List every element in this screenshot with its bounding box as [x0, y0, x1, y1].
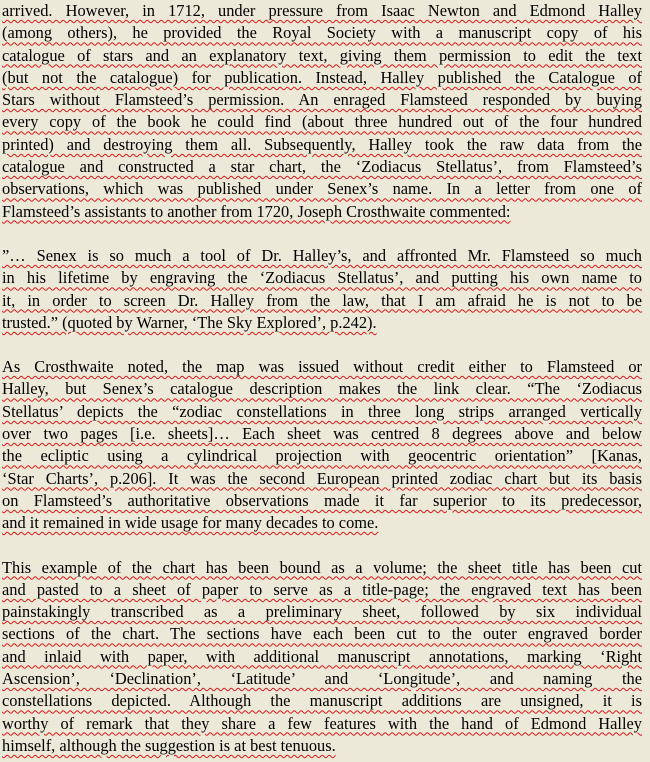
text-line: the ecliptic using a cylindrical projection with geocentric orientation” [Kanas, [2, 446, 642, 466]
text-line: ‘Star Charts’, p.206]. It was the second European printed zodiac chart but its basis [2, 468, 642, 488]
text-line: Ascension’, ‘Declination’, ‘Latitude’ and ‘Longitude’, and naming the [2, 669, 642, 689]
text-line: himself, although the suggestion is at best tenuous. [2, 735, 336, 755]
text-line: Stellatus’ depicts the “zodiac constellations in three long strips arranged vertically [2, 401, 642, 421]
text-line: printed) and destroying them all. Subsequently, Halley took the raw data from the [2, 134, 642, 154]
text-line: Stars without Flamsteed’s permission. An enraged Flamsteed responded by buying [2, 90, 642, 110]
text-line: constellations depicted. Although the manuscript additions are unsigned, it is [2, 691, 642, 711]
text-line: ”… Senex is so much a tool of Dr. Halley’s, and affronted Mr. Flamsteed so much [2, 245, 642, 265]
text-line: catalogue and constructed a star chart, the ‘Zodiacus Stellatus’, from Flamsteed’s [2, 157, 642, 177]
text-line: catalogue of stars and an explanatory text, giving them permission to edit the text [2, 45, 642, 65]
text-line: As Crosthwaite noted, the map was issued without credit either to Flamsteed or [2, 357, 642, 377]
text-line: sections of the chart. The sections have each been cut to the outer engraved border [2, 624, 642, 644]
paragraph-this-example [2, 557, 642, 758]
text-line: and inlaid with paper, with additional manuscript annotations, marking ‘Right [2, 646, 642, 666]
text-line: Flamsteed’s assistants to another from 1720, Joseph Crosthwaite commented: [2, 201, 511, 221]
text-line: worthy of remark that they share a few features with the hand of Edmond Halley [2, 713, 642, 733]
text-line: in his lifetime by engraving the ‘Zodiacus Stellatus’, and putting his own name to [2, 268, 642, 288]
text-line: and it remained in wide usage for many decades to come. [2, 513, 379, 533]
text-line: on Flamsteed’s authoritative observations made it far superior to its predecessor, [2, 490, 642, 510]
text-line: it, in order to screen Dr. Halley from the law, that I am afraid he is not to be [2, 290, 642, 310]
text-line: trusted.” (quoted by Warner, ‘The Sky Explored’, p.242). [2, 312, 377, 332]
text-line: and pasted to a sheet of paper to serve as a title-page; the engraved text has been [2, 579, 642, 599]
text-line: painstakingly transcribed as a preliminary sheet, followed by six individual [2, 602, 642, 622]
text-line: arrived. However, in 1712, under pressure from Isaac Newton and Edmond Halley [2, 1, 642, 20]
text-line: (but not the catalogue) for publication. Instead, Halley published the Catalogue of [2, 67, 642, 87]
paragraph-history [2, 0, 642, 223]
text-line: (among others), he provided the Royal Society with a manuscript copy of his [2, 23, 642, 43]
paragraph-quote [2, 245, 642, 334]
text-line: This example of the chart has been bound as a volume; the sheet title has been cut [2, 557, 642, 577]
text-line: over two pages [i.e. sheets]… Each sheet was centred 8 degrees above and below [2, 424, 642, 444]
paragraph-chart-description [2, 356, 642, 534]
text-line: Halley, but Senex’s catalogue description makes the link clear. “The ‘Zodiacus [2, 379, 642, 399]
text-line: every copy of the book he could find (about three hundred out of the four hundred [2, 112, 642, 132]
text-line: observations, which was published under Senex’s name. In a letter from one of [2, 179, 642, 199]
